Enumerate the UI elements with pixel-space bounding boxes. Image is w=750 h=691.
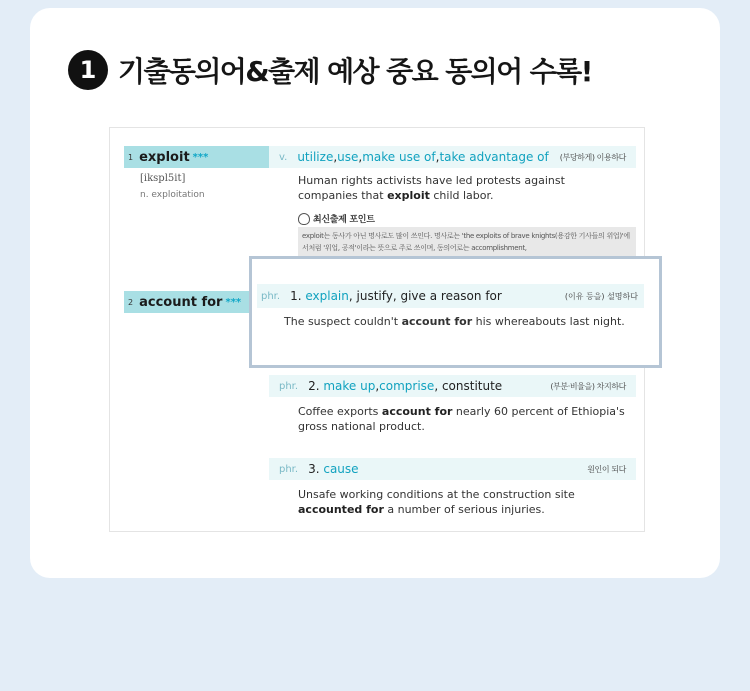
sense-bar bbox=[257, 284, 644, 308]
headword: account for bbox=[139, 294, 223, 310]
synonym: take advantage of bbox=[439, 150, 549, 164]
pronunciation: [ikspl5it] bbox=[140, 173, 186, 184]
example-sentence: Human rights activists have led protests against companies that exploit child labor. bbox=[298, 174, 565, 202]
tip-box: exploit는 동사가 아닌 명사로도 많이 쓰인다. 명사로는 'the exploits of brave knights(용감한 기사들의 위업)'에서처럼 '위업, 공적'이라는 뜻으로 주로 쓰이며, 동의어로는 accomplishment, bbox=[298, 227, 636, 257]
sense-bar bbox=[269, 458, 636, 480]
sense-number: 3. bbox=[308, 462, 320, 476]
headword-bar-exploit bbox=[124, 146, 269, 168]
importance-stars: *** bbox=[192, 151, 209, 163]
derivative: n. exploitation bbox=[140, 190, 205, 200]
synonym: explain bbox=[305, 289, 349, 303]
korean-meaning: (부분·비율을) 차지하다 bbox=[550, 381, 626, 391]
entry-index: 1 bbox=[128, 152, 134, 162]
headword-bar-account-for bbox=[124, 291, 269, 313]
page-title: 기출동의어&출제 예상 중요 동의어 수록! bbox=[118, 55, 592, 88]
sense-bar: phr. 2. make up , comprise , constitute (부분·비율을) 차지하다 bbox=[269, 375, 636, 397]
synonym: utilize bbox=[297, 150, 334, 164]
example-sentence: Unsafe working conditions at the construction site accounted for a number of serious injuries. bbox=[298, 488, 575, 516]
magnified-sense-popup bbox=[249, 256, 662, 368]
example-sentence: The suspect couldn't account for his whereabouts last night. bbox=[284, 315, 625, 328]
synonym: comprise bbox=[379, 379, 435, 393]
entry-index: 2 bbox=[128, 297, 134, 307]
sense-bar: v. utilize , use , make use of , take advantage of (부당하게) 이용하다 bbox=[269, 146, 636, 168]
korean-meaning: (부당하게) 이용하다 bbox=[559, 152, 626, 162]
synonym: make up bbox=[323, 379, 376, 393]
synonym-plain: , justify, give a reason for bbox=[348, 289, 502, 303]
synonym: make use of bbox=[362, 150, 436, 164]
page-heading bbox=[68, 48, 592, 92]
tip-heading: 최신출제 포인트 bbox=[298, 212, 375, 225]
number-badge: 1 bbox=[68, 50, 108, 90]
headword: exploit bbox=[139, 149, 190, 165]
part-of-speech: phr. bbox=[279, 380, 299, 392]
synonym-plain: , constitute bbox=[434, 379, 503, 393]
sense-number: 2. bbox=[308, 379, 320, 393]
korean-meaning: 원인이 되다 bbox=[587, 464, 626, 474]
example-sentence: Coffee exports account for nearly 60 percent of Ethiopia's gross national product. bbox=[298, 405, 625, 433]
fox-icon bbox=[298, 213, 310, 225]
sense-number: 1. bbox=[290, 289, 302, 303]
korean-meaning: (이유 등을) 설명하다 bbox=[564, 291, 638, 301]
synonym: use bbox=[337, 150, 359, 164]
part-of-speech: phr. bbox=[279, 463, 299, 475]
synonym: cause bbox=[323, 462, 359, 476]
importance-stars: *** bbox=[225, 296, 242, 308]
part-of-speech: phr. bbox=[261, 290, 281, 302]
part-of-speech: v. bbox=[279, 151, 288, 163]
